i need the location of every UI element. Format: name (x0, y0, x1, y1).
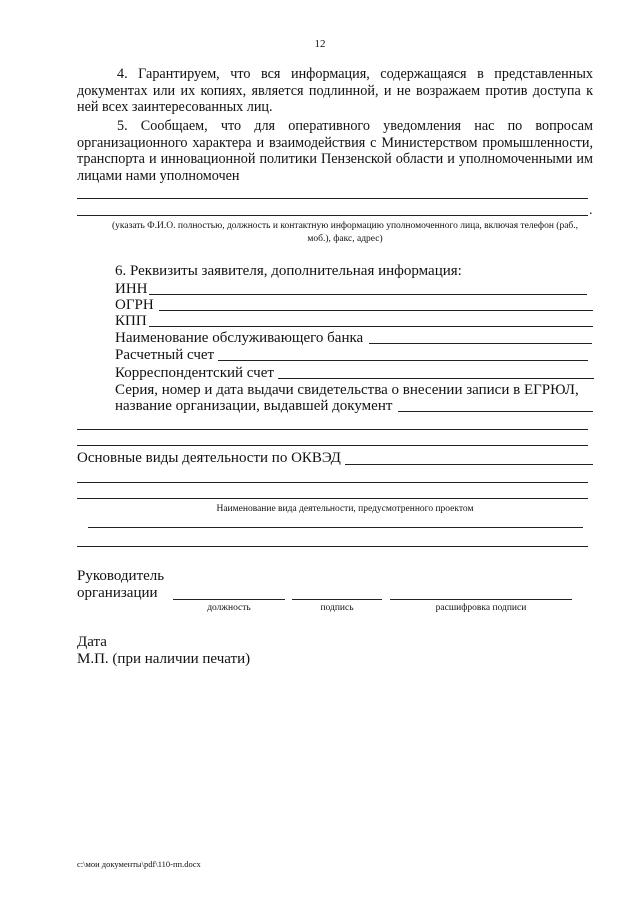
date-label: Дата (77, 634, 107, 650)
page-number: 12 (314, 38, 326, 50)
paragraph-4: 4. Гарантируем, что вся информация, содержащаяся в представленных документах или их копиях, является подлинной, и не возражаем против доступа к ней всех заинтересованных лиц. (77, 66, 593, 115)
okved-line-3[interactable] (77, 498, 588, 499)
paragraph-5: 5. Сообщаем, что для оперативного уведомления нас по вопросам организационного характера и взаимодействия с Министерством промышленности, транспорта и инновационной политики Пензенской области и уполномоченными им лицами нами уполномочен (77, 118, 593, 184)
bank-field[interactable] (369, 343, 592, 344)
okved-line-2[interactable] (77, 482, 588, 483)
kpp-label: КПП (115, 313, 147, 329)
ogrn-label: ОГРН (115, 297, 154, 313)
certificate-field[interactable] (398, 411, 593, 412)
section-6-title: 6. Реквизиты заявителя, дополнительная информация: (115, 263, 462, 279)
decoding-caption: расшифровка подписи (435, 603, 527, 613)
certificate-label-1: Серия, номер и дата выдачи свидетельства о внесении записи в ЕГРЮЛ, (115, 382, 579, 398)
okved-field[interactable] (345, 464, 593, 465)
activity-field[interactable] (88, 527, 583, 528)
extra-info-line-2[interactable] (77, 445, 588, 446)
ogrn-field[interactable] (159, 310, 593, 311)
signature-field[interactable] (292, 599, 382, 600)
corr-account-field[interactable] (278, 378, 594, 379)
signature-decoding-field[interactable] (390, 599, 572, 600)
inn-field[interactable] (149, 294, 587, 295)
extra-info-line-1[interactable] (77, 429, 588, 430)
bank-label: Наименование обслуживающего банка (115, 330, 364, 346)
head-label-2: организации (77, 585, 158, 601)
position-field[interactable] (173, 599, 285, 600)
certificate-label-2: название организации, выдавшей документ (115, 398, 393, 414)
authorized-person-line-1[interactable] (77, 198, 588, 199)
line-end-period: . (589, 203, 593, 218)
authorized-person-line-2[interactable] (77, 215, 588, 216)
corr-account-label: Корреспондентский счет (115, 365, 274, 381)
account-label: Расчетный счет (115, 347, 215, 363)
position-caption: должность (207, 603, 251, 613)
footer-file-path: c:\мои документы\pdf\110-пп.docx (77, 859, 201, 869)
inn-label: ИНН (115, 281, 148, 297)
authorized-person-hint: (указать Ф.И.О. полностью, должность и контактную информацию уполномоченного лица, включая телефон (раб., моб.), факс, адрес) (111, 221, 578, 244)
okved-label: Основные виды деятельности по ОКВЭД (77, 450, 341, 466)
activity-hint: Наименование вида деятельности, предусмотренного проектом (216, 504, 474, 514)
stamp-label: М.П. (при наличии печати) (77, 651, 251, 667)
signature-caption: подпись (320, 603, 354, 613)
kpp-field[interactable] (149, 326, 593, 327)
activity-line-2[interactable] (77, 546, 588, 547)
head-label-1: Руководитель (77, 568, 165, 584)
account-field[interactable] (218, 360, 588, 361)
